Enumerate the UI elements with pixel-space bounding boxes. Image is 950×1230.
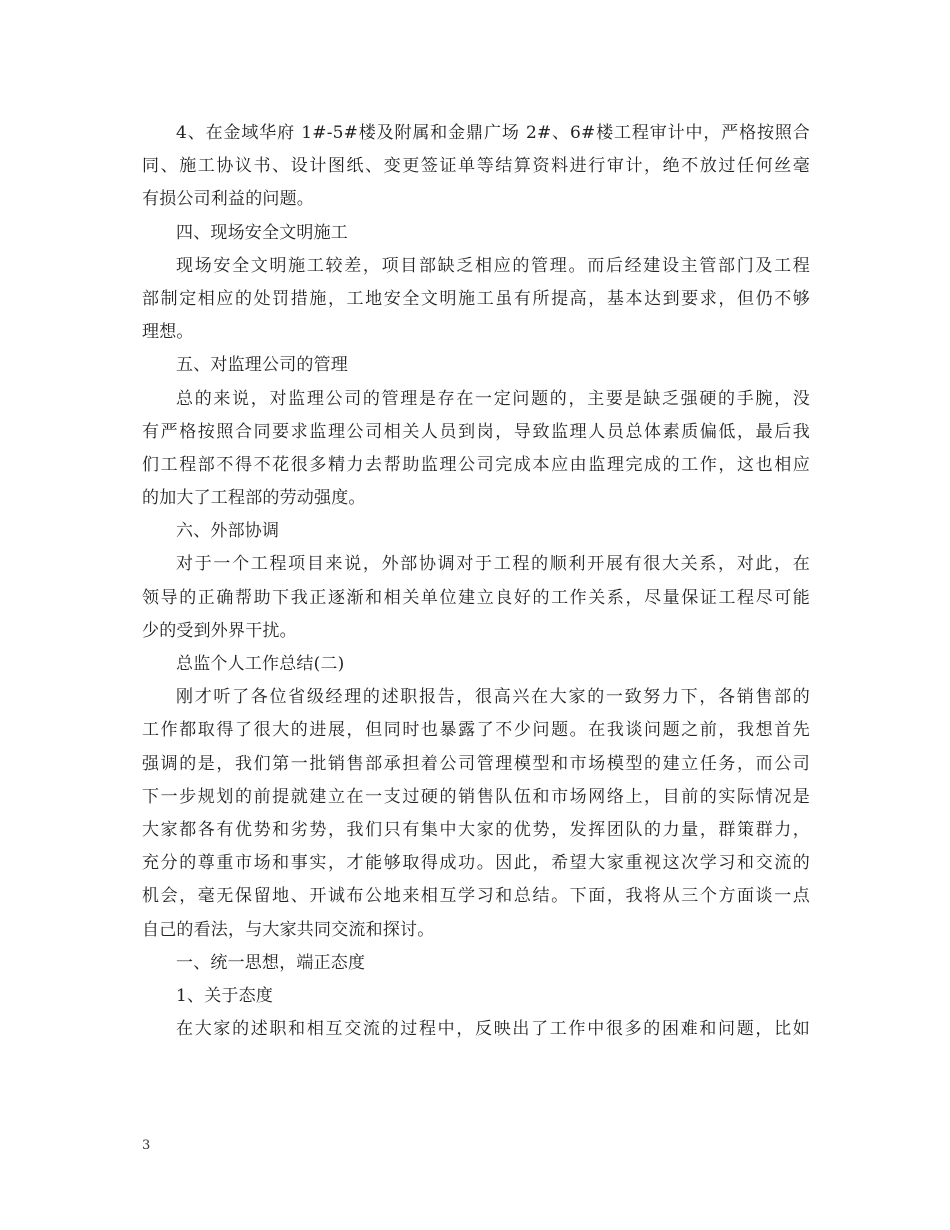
paragraph-line: 领导的正确帮助下我正逐渐和相关单位建立良好的工作关系，尽量保证工程尽可能 <box>142 587 810 608</box>
page-number: 3 <box>142 1138 151 1153</box>
paragraph-line: 有损公司利益的问题。 <box>142 189 314 210</box>
paragraph-line: 工作都取得了很大的进展，但同时也暴露了不少问题。在我谈问题之前，我想首先 <box>142 720 810 741</box>
paragraph-line: 同、施工协议书、设计图纸、变更签证单等结算资料进行审计，绝不放过任何丝毫 <box>142 156 810 177</box>
paragraph-line: 强调的是，我们第一批销售部承担着公司管理模型和市场模型的建立任务，而公司 <box>142 753 810 774</box>
paragraph-line: 对于一个工程项目来说，外部协调对于工程的顺利开展有很大关系，对此，在 <box>176 554 810 575</box>
section-heading: 六、外部协调 <box>176 521 280 542</box>
paragraph-line: 的加大了工程部的劳动强度。 <box>142 488 366 509</box>
document-subtitle: 总监个人工作总结(二) <box>176 654 345 674</box>
paragraph-line: 在大家的述职和相互交流的过程中，反映出了工作中很多的困难和问题，比如 <box>176 1019 810 1040</box>
paragraph-line: 少的受到外界干扰。 <box>142 620 297 641</box>
paragraph-line: 自己的看法，与大家共同交流和探讨。 <box>142 919 435 940</box>
paragraph-line: 有严格按照合同要求监理公司相关人员到岗，导致监理人员总体素质偏低，最后我 <box>142 421 810 442</box>
paragraph-line: 大家都各有优势和劣势，我们只有集中大家的优势，发挥团队的力量，群策群力， <box>142 819 810 840</box>
paragraph-line: 4、在金域华府 1#-5#楼及附属和金鼎广场 2#、6#楼工程审计中，严格按照合 <box>176 123 810 143</box>
paragraph-line: 现场安全文明施工较差，项目部缺乏相应的管理。而后经建设主管部门及工程 <box>176 255 810 276</box>
section-heading: 五、对监理公司的管理 <box>176 355 348 376</box>
paragraph-line: 总的来说，对监理公司的管理是存在一定问题的，主要是缺乏强硬的手腕，没 <box>176 388 810 409</box>
paragraph-line: 机会，毫无保留地、开诚布公地来相互学习和总结。下面，我将从三个方面谈一点 <box>142 886 810 907</box>
paragraph-line: 部制定相应的处罚措施，工地安全文明施工虽有所提高，基本达到要求，但仍不够 <box>142 288 810 309</box>
section-heading: 四、现场安全文明施工 <box>176 222 348 243</box>
paragraph-line: 下一步规划的前提就建立在一支过硬的销售队伍和市场网络上，目前的实际情况是 <box>142 786 810 807</box>
document-body <box>142 117 810 1046</box>
subsection-heading: 1、关于态度 <box>176 985 274 1006</box>
paragraph-line: 刚才听了各位省级经理的述职报告，很高兴在大家的一致努力下，各销售部的 <box>176 687 810 708</box>
section-heading: 一、统一思想，端正态度 <box>176 952 366 973</box>
paragraph-line: 们工程部不得不花很多精力去帮助监理公司完成本应由监理完成的工作，这也相应 <box>142 454 810 475</box>
paragraph-line: 理想。 <box>142 322 194 343</box>
paragraph-line: 充分的尊重市场和事实，才能够取得成功。因此，希望大家重视这次学习和交流的 <box>142 853 810 874</box>
